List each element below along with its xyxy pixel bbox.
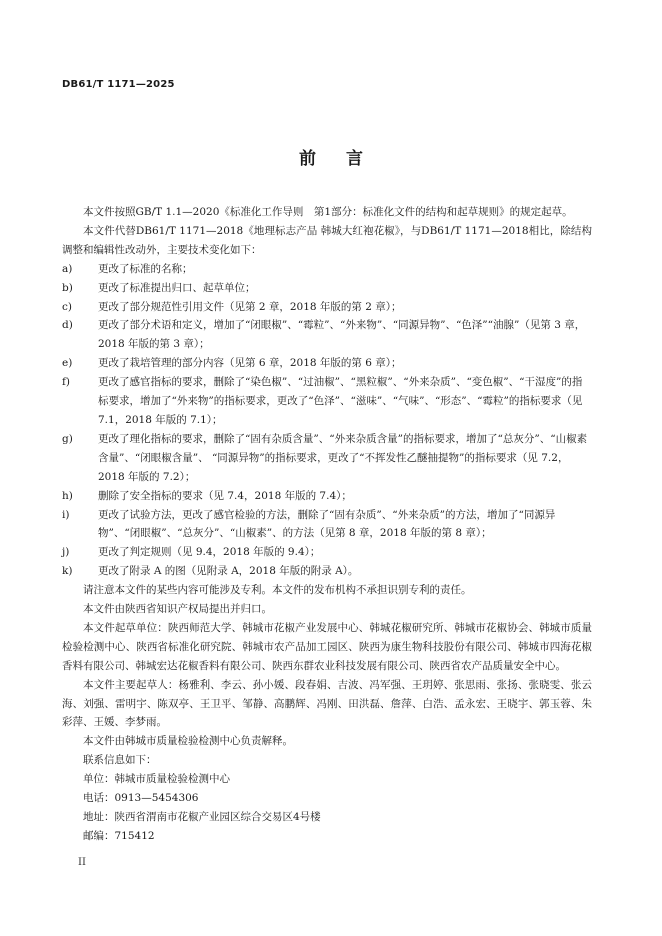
list-item xyxy=(62,279,592,298)
list-label: e) xyxy=(62,357,73,370)
contact-address: 地址：陕西省渭南市花椒产业园区综合交易区4号楼 xyxy=(83,811,321,823)
contact-phone: 电话：0913—5454306 xyxy=(83,792,199,805)
patent-notice: 请注意本文件的某些内容可能涉及专利。本文件的发布机构不承担识别专利的责任。 xyxy=(83,584,472,597)
list-item xyxy=(62,298,592,317)
list-label: j) xyxy=(62,546,70,559)
list-text: 更改了附录 A 的图（见附录 A，2018 年版的附录 A）。 xyxy=(98,565,359,578)
list-text: 更改了标准的名称； xyxy=(98,262,193,275)
list-item xyxy=(62,562,592,581)
list-text: 更改了部分规范性引用文件（见第 2 章，2018 年版的第 2 章）； xyxy=(98,300,402,313)
list-item xyxy=(62,430,592,487)
list-item xyxy=(62,506,592,544)
list-label: b) xyxy=(62,281,73,294)
list-item xyxy=(62,316,592,354)
contact-unit: 单位：韩城市质量检验检测中心 xyxy=(83,773,230,786)
list-text: 更改了感官指标的要求，删除了“染色椒”、“过油椒”、“黑粒椒”、“外来杂质”、“变色椒”、“干湿度”的指标要求，增加了“外来物”的指标要求，更改了“色泽”、“滋味”、“气味”、“形态”、“霉粒”的指标要求（见 7.1，2018 年版的 7.1）； xyxy=(98,376,583,426)
paragraph-replaces: 本文件代替DB61/T 1171—2018《地理标志产品 韩城大红袍花椒》，与DB61/T 1171—2018相比，除结构调整和编辑性改动外，主要技术变化如下： xyxy=(62,224,592,256)
list-label: g) xyxy=(62,432,73,445)
list-label: i) xyxy=(62,508,70,521)
list-item xyxy=(62,487,592,506)
list-text: 更改了部分术语和定义，增加了“闭眼椒”、“霉粒”、“外来物”、“同源异物”、“色泽”“油腺”（见第 3 章，2018 年版的第 3 章）； xyxy=(98,319,586,351)
list-item xyxy=(62,543,592,562)
list-label: f) xyxy=(62,376,70,389)
list-text: 更改了试验方法，更改了感官检验的方法，删除了“固有杂质”、“外来杂质”的方法，增加了“同源异物”、“闭眼椒”、“总灰分”、“山椒素”、的方法（见第 8 章，2018 年版的第 8 章）； xyxy=(98,508,556,540)
list-text: 更改了理化指标的要求，删除了“固有杂质含量”、“外来杂质含量”的指标要求，增加了“总灰分”、“山椒素含量”、“闭眼椒含量”、 “同源异物”的指标要求，更改了“不挥发性乙醚抽提物”的指标要求（见 7.2，2018 年版的 7.2）； xyxy=(98,432,588,483)
list-text: 更改了标准提出归口、起草单位； xyxy=(98,281,256,294)
list-label: c) xyxy=(62,300,72,313)
foreword-body xyxy=(62,203,592,846)
list-text: 删除了安全指标的要求（见 7.4，2018 年版的 7.4）； xyxy=(98,489,352,502)
list-item xyxy=(62,373,592,430)
page-number: II xyxy=(78,857,86,868)
list-item xyxy=(62,354,592,373)
drafting-persons: 本文件主要起草人：杨雅利、李云、孙小媛、段春娟、吉波、冯军强、王玥婷、张思雨、张扬、张晓雯、张云海、刘强、雷明宇、陈双亭、王卫平、邹静、高鹏辉、冯刚、田洪磊、詹萍、白浩、孟永宏、王晓宇、郭玉蓉、朱彩萍、王媛、李梦雨。 xyxy=(62,678,592,729)
page-title: 前言 xyxy=(299,149,393,169)
proposed-by: 本文件由陕西省知识产权局提出并归口。 xyxy=(83,603,272,616)
drafting-organizations: 本文件起草单位：陕西师范大学、韩城市花椒产业发展中心、韩城花椒研究所、韩城市花椒协会、韩城市质量检验检测中心、陕西省标准化研究院、韩城市农产品加工园区、陕西为康生物科技股份有限公司、韩城市四海花椒香料有限公司、韩城宏达花椒香料有限公司、陕西东群农业科技发展有限公司、陕西省农产品质量安全中心。 xyxy=(62,621,592,672)
list-text: 更改了栽培管理的部分内容（见第 6 章，2018 年版的第 6 章）； xyxy=(98,357,402,370)
list-label: h) xyxy=(62,489,73,502)
list-text: 更改了判定规则（见 9.4，2018 年版的 9.4）； xyxy=(98,546,321,559)
document-code: DB61/T 1171—2025 xyxy=(62,79,175,90)
list-label: d) xyxy=(62,319,73,332)
contact-heading: 联系信息如下： xyxy=(83,754,157,767)
list-item xyxy=(62,260,592,279)
list-label: a) xyxy=(62,262,73,275)
paragraph-drafting-rule: 本文件按照GB/T 1.1—2020《标准化工作导则 第1部分：标准化文件的结构和起草规则》的规定起草。 xyxy=(83,206,573,218)
interpretation-notice: 本文件由韩城市质量检验检测中心负责解释。 xyxy=(83,735,293,748)
contact-postcode: 邮编：715412 xyxy=(83,829,155,842)
list-label: k) xyxy=(62,565,73,578)
changes-list xyxy=(62,260,592,581)
